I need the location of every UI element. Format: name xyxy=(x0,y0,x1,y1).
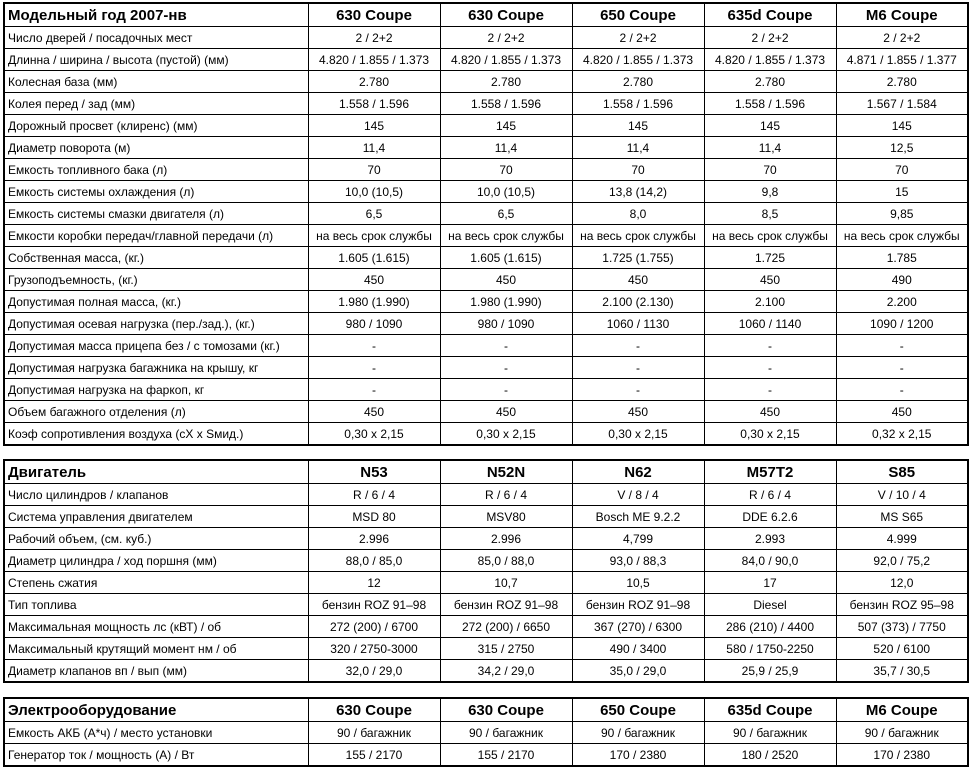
spec-value: 2.993 xyxy=(704,528,836,550)
spec-label: Число дверей / посадочных мест xyxy=(4,27,308,49)
spec-value: 11,4 xyxy=(308,137,440,159)
spec-value: 12,5 xyxy=(836,137,968,159)
spec-label: Колесная база (мм) xyxy=(4,71,308,93)
electrical-specs-table xyxy=(3,697,969,767)
spec-value: 70 xyxy=(572,159,704,181)
general-header-row xyxy=(4,3,968,27)
spec-label: Допустимая нагрузка багажника на крышу, кг xyxy=(4,357,308,379)
table-row xyxy=(4,506,968,528)
table-row xyxy=(4,291,968,313)
model-column-header: 630 Coupe xyxy=(440,698,572,722)
spec-value: 272 (200) / 6700 xyxy=(308,616,440,638)
spec-label: Диаметр поворота (м) xyxy=(4,137,308,159)
spec-value: 1.558 / 1.596 xyxy=(308,93,440,115)
model-column-header: 650 Coupe xyxy=(572,698,704,722)
spec-value: 70 xyxy=(836,159,968,181)
spec-label: Максимальный крутящий момент нм / об xyxy=(4,638,308,660)
spec-value: 35,0 / 29,0 xyxy=(572,660,704,683)
table-row xyxy=(4,225,968,247)
engine-specs-table xyxy=(3,459,969,683)
spec-value: на весь срок службы xyxy=(836,225,968,247)
spec-value: 2.100 (2.130) xyxy=(572,291,704,313)
spec-label: Собственная масса, (кг.) xyxy=(4,247,308,269)
table-row xyxy=(4,484,968,506)
spec-value: 490 xyxy=(836,269,968,291)
spec-value: 93,0 / 88,3 xyxy=(572,550,704,572)
spec-value: 180 / 2520 xyxy=(704,744,836,767)
model-column-header: M57T2 xyxy=(704,460,836,484)
spec-value: - xyxy=(440,357,572,379)
spec-value: 17 xyxy=(704,572,836,594)
model-column-header: 635d Coupe xyxy=(704,698,836,722)
model-column-header: N52N xyxy=(440,460,572,484)
spec-value: 320 / 2750-3000 xyxy=(308,638,440,660)
spec-value: 84,0 / 90,0 xyxy=(704,550,836,572)
spec-value: 90 / багажник xyxy=(440,722,572,744)
table-row xyxy=(4,335,968,357)
spec-value: 12,0 xyxy=(836,572,968,594)
spec-value: 8,5 xyxy=(704,203,836,225)
spec-value: 2 / 2+2 xyxy=(704,27,836,49)
model-column-header: M6 Coupe xyxy=(836,3,968,27)
spec-value: 286 (210) / 4400 xyxy=(704,616,836,638)
table-row xyxy=(4,594,968,616)
spec-value: на весь срок службы xyxy=(572,225,704,247)
spec-value: - xyxy=(440,335,572,357)
spec-value: 4.820 / 1.855 / 1.373 xyxy=(440,49,572,71)
spec-value: 13,8 (14,2) xyxy=(572,181,704,203)
spec-value: 90 / багажник xyxy=(308,722,440,744)
spec-value: 1090 / 1200 xyxy=(836,313,968,335)
spec-value: бензин ROZ 95–98 xyxy=(836,594,968,616)
spec-value: 0,30 x 2,15 xyxy=(440,423,572,446)
spec-value: 2.780 xyxy=(836,71,968,93)
spec-label: Грузоподъемность, (кг.) xyxy=(4,269,308,291)
spec-value: 1.980 (1.990) xyxy=(308,291,440,313)
spec-value: 1.558 / 1.596 xyxy=(572,93,704,115)
spec-value: 145 xyxy=(308,115,440,137)
spec-value: 367 (270) / 6300 xyxy=(572,616,704,638)
spec-value: V / 8 / 4 xyxy=(572,484,704,506)
spec-value: 0,30 x 2,15 xyxy=(572,423,704,446)
spec-value: 145 xyxy=(704,115,836,137)
spec-label: Максимальная мощность лс (кВТ) / об xyxy=(4,616,308,638)
spec-label: Тип топлива xyxy=(4,594,308,616)
spec-value: 2 / 2+2 xyxy=(572,27,704,49)
spec-value: - xyxy=(836,379,968,401)
spec-label: Допустимая нагрузка на фаркоп, кг xyxy=(4,379,308,401)
spec-value: - xyxy=(704,357,836,379)
model-column-header: 650 Coupe xyxy=(572,3,704,27)
spec-value: 2.996 xyxy=(308,528,440,550)
spec-value: на весь срок службы xyxy=(704,225,836,247)
table-row xyxy=(4,137,968,159)
table-row xyxy=(4,550,968,572)
spec-label: Число цилиндров / клапанов xyxy=(4,484,308,506)
section-title: Модельный год 2007-нв xyxy=(4,3,308,27)
electrical-header-row xyxy=(4,698,968,722)
spec-value: 4.820 / 1.855 / 1.373 xyxy=(704,49,836,71)
spec-value: 1060 / 1140 xyxy=(704,313,836,335)
model-column-header: S85 xyxy=(836,460,968,484)
table-row xyxy=(4,401,968,423)
spec-value: 170 / 2380 xyxy=(572,744,704,767)
table-row xyxy=(4,528,968,550)
table-row xyxy=(4,313,968,335)
spec-label: Колея перед / зад (мм) xyxy=(4,93,308,115)
spec-value: 4.820 / 1.855 / 1.373 xyxy=(308,49,440,71)
spec-label: Генератор ток / мощность (А) / Вт xyxy=(4,744,308,767)
spec-value: 145 xyxy=(440,115,572,137)
spec-value: MSV80 xyxy=(440,506,572,528)
table-row xyxy=(4,660,968,683)
spec-label: Рабочий объем, (см. куб.) xyxy=(4,528,308,550)
spec-value: 450 xyxy=(440,269,572,291)
spec-value: 0,30 x 2,15 xyxy=(704,423,836,446)
spec-value: MS S65 xyxy=(836,506,968,528)
spec-value: на весь срок службы xyxy=(308,225,440,247)
spec-value: - xyxy=(704,335,836,357)
spec-value: 11,4 xyxy=(572,137,704,159)
model-column-header: 630 Coupe xyxy=(440,3,572,27)
spec-value: - xyxy=(440,379,572,401)
spec-value: 92,0 / 75,2 xyxy=(836,550,968,572)
spec-value: - xyxy=(572,357,704,379)
section-title: Двигатель xyxy=(4,460,308,484)
spec-value: 10,7 xyxy=(440,572,572,594)
spec-value: 12 xyxy=(308,572,440,594)
spec-value: R / 6 / 4 xyxy=(308,484,440,506)
spec-value: 11,4 xyxy=(440,137,572,159)
spec-label: Допустимая масса прицепа без / с томозами (кг.) xyxy=(4,335,308,357)
table-row xyxy=(4,423,968,446)
spec-value: 1.605 (1.615) xyxy=(440,247,572,269)
model-column-header: M6 Coupe xyxy=(836,698,968,722)
spec-label: Емкости коробки передач/главной передачи (л) xyxy=(4,225,308,247)
spec-value: 15 xyxy=(836,181,968,203)
spec-value: - xyxy=(836,357,968,379)
spec-label: Объем багажного отделения (л) xyxy=(4,401,308,423)
spec-value: 2.780 xyxy=(572,71,704,93)
spec-value: 1060 / 1130 xyxy=(572,313,704,335)
spec-value: 145 xyxy=(572,115,704,137)
spec-value: 2.780 xyxy=(704,71,836,93)
spec-value: 450 xyxy=(836,401,968,423)
spec-value: 1.605 (1.615) xyxy=(308,247,440,269)
spec-label: Емкость АКБ (А*ч) / место установки xyxy=(4,722,308,744)
spec-label: Диаметр клапанов вп / вып (мм) xyxy=(4,660,308,683)
spec-value: 85,0 / 88,0 xyxy=(440,550,572,572)
spec-value: 10,5 xyxy=(572,572,704,594)
spec-value: 0,30 x 2,15 xyxy=(308,423,440,446)
spec-label: Степень сжатия xyxy=(4,572,308,594)
table-row xyxy=(4,269,968,291)
spec-value: - xyxy=(308,357,440,379)
spec-label: Допустимая осевая нагрузка (пер./зад.), (кг.) xyxy=(4,313,308,335)
spec-value: R / 6 / 4 xyxy=(704,484,836,506)
spec-value: на весь срок службы xyxy=(440,225,572,247)
section-title: Электрооборудование xyxy=(4,698,308,722)
spec-value: 2 / 2+2 xyxy=(836,27,968,49)
spec-value: DDE 6.2.6 xyxy=(704,506,836,528)
spec-value: 145 xyxy=(836,115,968,137)
table-row xyxy=(4,181,968,203)
spec-value: 90 / багажник xyxy=(572,722,704,744)
spec-value: 980 / 1090 xyxy=(308,313,440,335)
spec-value: 11,4 xyxy=(704,137,836,159)
spec-value: 6,5 xyxy=(308,203,440,225)
spec-value: бензин ROZ 91–98 xyxy=(308,594,440,616)
spec-value: 4.871 / 1.855 / 1.377 xyxy=(836,49,968,71)
spec-value: 32,0 / 29,0 xyxy=(308,660,440,683)
model-column-header: N62 xyxy=(572,460,704,484)
general-specs-table xyxy=(3,2,969,446)
model-column-header: 635d Coupe xyxy=(704,3,836,27)
spec-value: 90 / багажник xyxy=(836,722,968,744)
spec-label: Допустимая полная масса, (кг.) xyxy=(4,291,308,313)
table-row xyxy=(4,722,968,744)
spec-value: 580 / 1750-2250 xyxy=(704,638,836,660)
spec-label: Система управления двигателем xyxy=(4,506,308,528)
spec-value: 2.780 xyxy=(440,71,572,93)
engine-header-row xyxy=(4,460,968,484)
table-row xyxy=(4,49,968,71)
spec-value: Diesel xyxy=(704,594,836,616)
spec-value: 88,0 / 85,0 xyxy=(308,550,440,572)
spec-value: 6,5 xyxy=(440,203,572,225)
table-row xyxy=(4,616,968,638)
spec-value: 25,9 / 25,9 xyxy=(704,660,836,683)
spec-value: 272 (200) / 6650 xyxy=(440,616,572,638)
spec-value: 315 / 2750 xyxy=(440,638,572,660)
spec-value: 1.558 / 1.596 xyxy=(440,93,572,115)
spec-value: 450 xyxy=(572,401,704,423)
spec-value: 4.999 xyxy=(836,528,968,550)
spec-value: Bosch ME 9.2.2 xyxy=(572,506,704,528)
spec-value: 450 xyxy=(308,269,440,291)
spec-value: 9,85 xyxy=(836,203,968,225)
spec-value: 35,7 / 30,5 xyxy=(836,660,968,683)
spec-value: 0,32 x 2,15 xyxy=(836,423,968,446)
spec-value: 980 / 1090 xyxy=(440,313,572,335)
spec-value: 70 xyxy=(704,159,836,181)
spec-value: - xyxy=(836,335,968,357)
spec-value: 4,799 xyxy=(572,528,704,550)
spec-value: 2.996 xyxy=(440,528,572,550)
table-row xyxy=(4,203,968,225)
spec-value: 2 / 2+2 xyxy=(440,27,572,49)
spec-value: R / 6 / 4 xyxy=(440,484,572,506)
spec-value: 155 / 2170 xyxy=(308,744,440,767)
table-row xyxy=(4,638,968,660)
spec-value: MSD 80 xyxy=(308,506,440,528)
spec-value: 450 xyxy=(572,269,704,291)
spec-value: - xyxy=(572,379,704,401)
spec-value: - xyxy=(308,379,440,401)
spec-label: Дорожный просвет (клиренс) (мм) xyxy=(4,115,308,137)
spec-value: 450 xyxy=(704,401,836,423)
spec-value: - xyxy=(308,335,440,357)
table-row xyxy=(4,357,968,379)
spec-value: 1.785 xyxy=(836,247,968,269)
spec-value: 507 (373) / 7750 xyxy=(836,616,968,638)
spec-value: 1.980 (1.990) xyxy=(440,291,572,313)
table-row xyxy=(4,744,968,767)
table-row xyxy=(4,115,968,137)
spec-label: Емкость системы охлаждения (л) xyxy=(4,181,308,203)
table-row xyxy=(4,247,968,269)
spec-value: 2 / 2+2 xyxy=(308,27,440,49)
spec-value: - xyxy=(704,379,836,401)
table-row xyxy=(4,27,968,49)
spec-value: 9,8 xyxy=(704,181,836,203)
model-column-header: N53 xyxy=(308,460,440,484)
spec-value: бензин ROZ 91–98 xyxy=(440,594,572,616)
spec-value: 520 / 6100 xyxy=(836,638,968,660)
spec-value: 34,2 / 29,0 xyxy=(440,660,572,683)
table-row xyxy=(4,159,968,181)
spec-label: Емкость системы смазки двигателя (л) xyxy=(4,203,308,225)
spec-value: 2.100 xyxy=(704,291,836,313)
spec-value: 1.725 (1.755) xyxy=(572,247,704,269)
spec-value: - xyxy=(572,335,704,357)
spec-value: 450 xyxy=(440,401,572,423)
spec-value: 450 xyxy=(308,401,440,423)
spec-value: V / 10 / 4 xyxy=(836,484,968,506)
spec-value: 170 / 2380 xyxy=(836,744,968,767)
spec-value: 490 / 3400 xyxy=(572,638,704,660)
table-row xyxy=(4,71,968,93)
spec-value: 10,0 (10,5) xyxy=(440,181,572,203)
model-column-header: 630 Coupe xyxy=(308,3,440,27)
spec-value: 8,0 xyxy=(572,203,704,225)
spec-label: Диаметр цилиндра / ход поршня (мм) xyxy=(4,550,308,572)
spec-value: 2.200 xyxy=(836,291,968,313)
spec-value: 2.780 xyxy=(308,71,440,93)
spec-label: Емкость топливного бака (л) xyxy=(4,159,308,181)
spec-label: Коэф сопротивления воздуха (cX x Sмид.) xyxy=(4,423,308,446)
spec-value: 90 / багажник xyxy=(704,722,836,744)
spec-value: 1.567 / 1.584 xyxy=(836,93,968,115)
spec-value: 4.820 / 1.855 / 1.373 xyxy=(572,49,704,71)
spec-value: 70 xyxy=(308,159,440,181)
spec-value: 450 xyxy=(704,269,836,291)
spec-label: Длинна / ширина / высота (пустой) (мм) xyxy=(4,49,308,71)
table-row xyxy=(4,379,968,401)
spec-value: 10,0 (10,5) xyxy=(308,181,440,203)
spec-value: 70 xyxy=(440,159,572,181)
table-row xyxy=(4,572,968,594)
spec-value: 1.725 xyxy=(704,247,836,269)
spec-value: бензин ROZ 91–98 xyxy=(572,594,704,616)
model-column-header: 630 Coupe xyxy=(308,698,440,722)
spec-value: 1.558 / 1.596 xyxy=(704,93,836,115)
spec-value: 155 / 2170 xyxy=(440,744,572,767)
table-row xyxy=(4,93,968,115)
